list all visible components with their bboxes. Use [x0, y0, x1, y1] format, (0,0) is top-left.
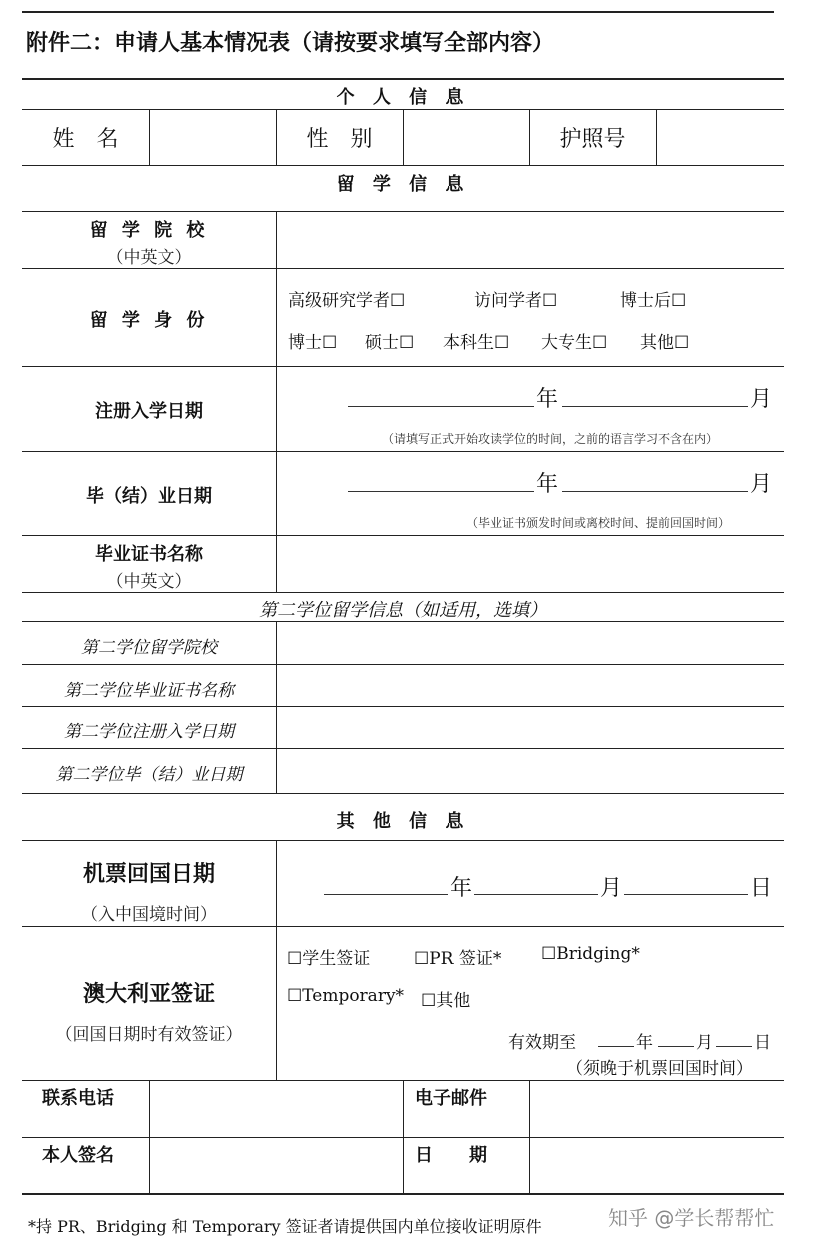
flight-year-unit: 年	[450, 876, 473, 901]
school-label: 留 学 院 校	[89, 220, 209, 241]
school-field[interactable]	[277, 212, 784, 268]
visa-option[interactable]: ☐PR 签证*	[414, 949, 502, 969]
row-line	[22, 268, 784, 269]
col-line	[403, 1080, 404, 1193]
date-label: 日 期	[415, 1145, 487, 1166]
enroll-month-field[interactable]	[562, 406, 748, 407]
flight-month-unit: 月	[600, 876, 623, 901]
row-line	[22, 451, 784, 452]
second-enroll-label: 第二学位注册入学日期	[64, 722, 234, 742]
enroll-date-label: 注册入学日期	[95, 401, 203, 422]
second-grad-field[interactable]	[277, 749, 784, 793]
footnote: *持 PR、Bridging 和 Temporary 签证者请提供国内单位接收证明原件	[28, 1217, 542, 1236]
row-line	[22, 840, 784, 841]
second-school-label: 第二学位留学院校	[81, 638, 217, 658]
row-line	[22, 592, 784, 593]
grad-year-unit: 年	[536, 472, 559, 497]
section-personal-header: 个 人 信 息	[336, 87, 470, 108]
name-field[interactable]	[150, 110, 276, 165]
flight-month-field[interactable]	[474, 894, 598, 895]
flight-date-sub: （入中国境时间）	[81, 905, 217, 925]
flight-day-field[interactable]	[624, 894, 748, 895]
row-line	[22, 793, 784, 794]
second-school-field[interactable]	[277, 622, 784, 664]
identity-option[interactable]: 硕士☐	[365, 333, 415, 353]
enroll-year-field[interactable]	[348, 406, 534, 407]
signature-label: 本人签名	[42, 1145, 114, 1166]
valid-month-unit: 月	[696, 1033, 713, 1053]
visa-label: 澳大利亚签证	[82, 982, 215, 1007]
email-label: 电子邮件	[415, 1088, 487, 1109]
identity-option[interactable]: 高级研究学者☐	[288, 291, 406, 311]
identity-label: 留 学 身 份	[89, 310, 209, 331]
grad-hint: （毕业证书颁发时间或离校时间、提前回国时间）	[466, 516, 731, 530]
enroll-hint: （请填写正式开始攻读学位的时间，之前的语言学习不含在内）	[382, 432, 719, 446]
section-other-header: 其 他 信 息	[336, 811, 470, 832]
valid-year-field[interactable]	[598, 1046, 634, 1047]
visa-option[interactable]: ☐其他	[421, 991, 471, 1011]
visa-option[interactable]: ☐学生签证	[287, 949, 371, 969]
watermark: 知乎 @学长帮帮忙	[608, 1206, 775, 1230]
enroll-month-unit: 月	[750, 387, 773, 412]
second-grad-label: 第二学位毕（结）业日期	[55, 765, 243, 785]
gender-field[interactable]	[404, 110, 529, 165]
identity-option[interactable]: 其他☐	[640, 333, 690, 353]
valid-year-unit: 年	[636, 1033, 653, 1053]
valid-hint: （须晚于机票回国时间）	[566, 1059, 753, 1079]
phone-label: 联系电话	[42, 1088, 114, 1109]
gender-label: 性 别	[306, 127, 373, 152]
valid-until-label: 有效期至	[508, 1033, 576, 1053]
flight-date-label: 机票回国日期	[82, 862, 215, 887]
date-field[interactable]	[530, 1138, 784, 1193]
email-field[interactable]	[530, 1081, 784, 1137]
name-label: 姓 名	[52, 127, 119, 152]
cert-field[interactable]	[277, 536, 784, 592]
cert-sub: （中英文）	[106, 572, 192, 592]
grad-year-field[interactable]	[348, 491, 534, 492]
visa-option[interactable]: ☐Temporary*	[287, 986, 405, 1006]
passport-field[interactable]	[657, 110, 784, 165]
grad-month-unit: 月	[750, 472, 773, 497]
identity-option[interactable]: 本科生☐	[443, 333, 510, 353]
passport-label: 护照号	[559, 127, 626, 152]
phone-field[interactable]	[150, 1081, 403, 1137]
section-second-header: 第二学位留学信息（如适用，选填）	[259, 600, 547, 621]
visa-option[interactable]: ☐Bridging*	[541, 944, 640, 964]
row-line	[22, 165, 784, 166]
visa-sub: （回国日期时有效签证）	[55, 1025, 243, 1045]
grad-date-label: 毕（结）业日期	[86, 486, 212, 507]
valid-month-field[interactable]	[658, 1046, 694, 1047]
second-cert-field[interactable]	[277, 665, 784, 706]
row-line	[22, 926, 784, 927]
col-line	[276, 840, 277, 1080]
flight-day-unit: 日	[750, 876, 773, 901]
grad-month-field[interactable]	[562, 491, 748, 492]
col-line	[276, 211, 277, 592]
top-rule	[22, 11, 774, 13]
section-study-header: 留 学 信 息	[336, 174, 470, 195]
second-cert-label: 第二学位毕业证书名称	[64, 681, 234, 701]
identity-option[interactable]: 访问学者☐	[474, 291, 558, 311]
row-line	[22, 366, 784, 367]
school-sub: （中英文）	[106, 248, 192, 268]
page-title: 附件二：申请人基本情况表（请按要求填写全部内容）	[26, 31, 555, 56]
table-bottom-border	[22, 1193, 784, 1195]
valid-day-unit: 日	[754, 1033, 771, 1053]
enroll-year-unit: 年	[536, 387, 559, 412]
second-enroll-field[interactable]	[277, 707, 784, 748]
identity-option[interactable]: 大专生☐	[541, 333, 608, 353]
cert-label: 毕业证书名称	[95, 544, 203, 565]
table-top-border	[22, 78, 784, 80]
valid-day-field[interactable]	[716, 1046, 752, 1047]
identity-option[interactable]: 博士后☐	[620, 291, 687, 311]
flight-year-field[interactable]	[324, 894, 448, 895]
identity-option[interactable]: 博士☐	[288, 333, 338, 353]
signature-field[interactable]	[150, 1138, 403, 1193]
